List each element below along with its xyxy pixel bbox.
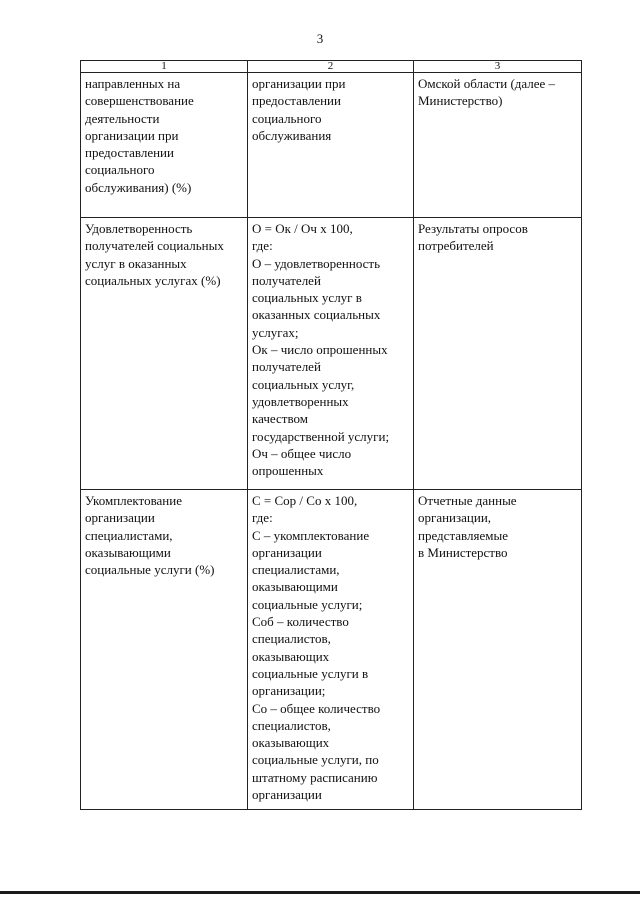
row-1-source-text: Омской области (далее – Министерство) (418, 76, 556, 109)
row-1-formula-cell (248, 73, 414, 218)
row-1-formula-text: организации при предоставлении социального обслуживания (252, 76, 346, 143)
row-1-indicator-text: направленных на совершенствование деятельности организации при предоставлении социального обслуживания) (%) (85, 76, 194, 195)
row-1-source-cell (414, 73, 582, 218)
row-2-source-text: Результаты опросов потребителей (418, 221, 528, 254)
column-header-3: 3 (414, 61, 582, 73)
table-row (81, 490, 582, 810)
row-2-formula-cell (248, 218, 414, 490)
row-2-source-cell (414, 218, 582, 490)
table-row (81, 73, 582, 218)
scan-bottom-edge (0, 891, 640, 894)
row-2-indicator-text: Удовлетворенность получателей социальных услуг в оказанных социальных услугах (%) (85, 221, 224, 288)
row-2-indicator-cell (81, 218, 248, 490)
indicator-table (80, 60, 582, 810)
row-3-indicator-cell (81, 490, 248, 810)
row-3-formula-text: С = Сор / Со х 100, где: С – укомплектование организации специалистами, оказывающими социальные услуги; Соб – количество специалистов, оказывающих социальные услуги в организации; Со – общее количество специалистов, оказывающих социальные услуги, по штатному расписанию организации (252, 493, 381, 803)
table-header-row (81, 61, 582, 73)
row-3-formula-cell (248, 490, 414, 810)
row-1-indicator-cell (81, 73, 248, 218)
row-2-formula-text: О = Ок / Оч х 100, где: О – удовлетворенность получателей социальных услуг в оказанных социальных услугах; Ок – число опрошенных получателей социальных услуг, удовлетворенных качеством государственной услуги; Оч – общее число опрошенных (252, 221, 390, 479)
row-3-source-cell (414, 490, 582, 810)
column-header-1: 1 (81, 61, 248, 73)
row-3-source-text: Отчетные данные организации, представляемые в Министерство (418, 493, 517, 560)
row-3-indicator-text: Укомплектование организации специалистами, оказывающими социальные услуги (%) (85, 493, 215, 578)
page-number: 3 (316, 31, 324, 46)
table-row (81, 218, 582, 490)
column-header-2: 2 (248, 61, 414, 73)
